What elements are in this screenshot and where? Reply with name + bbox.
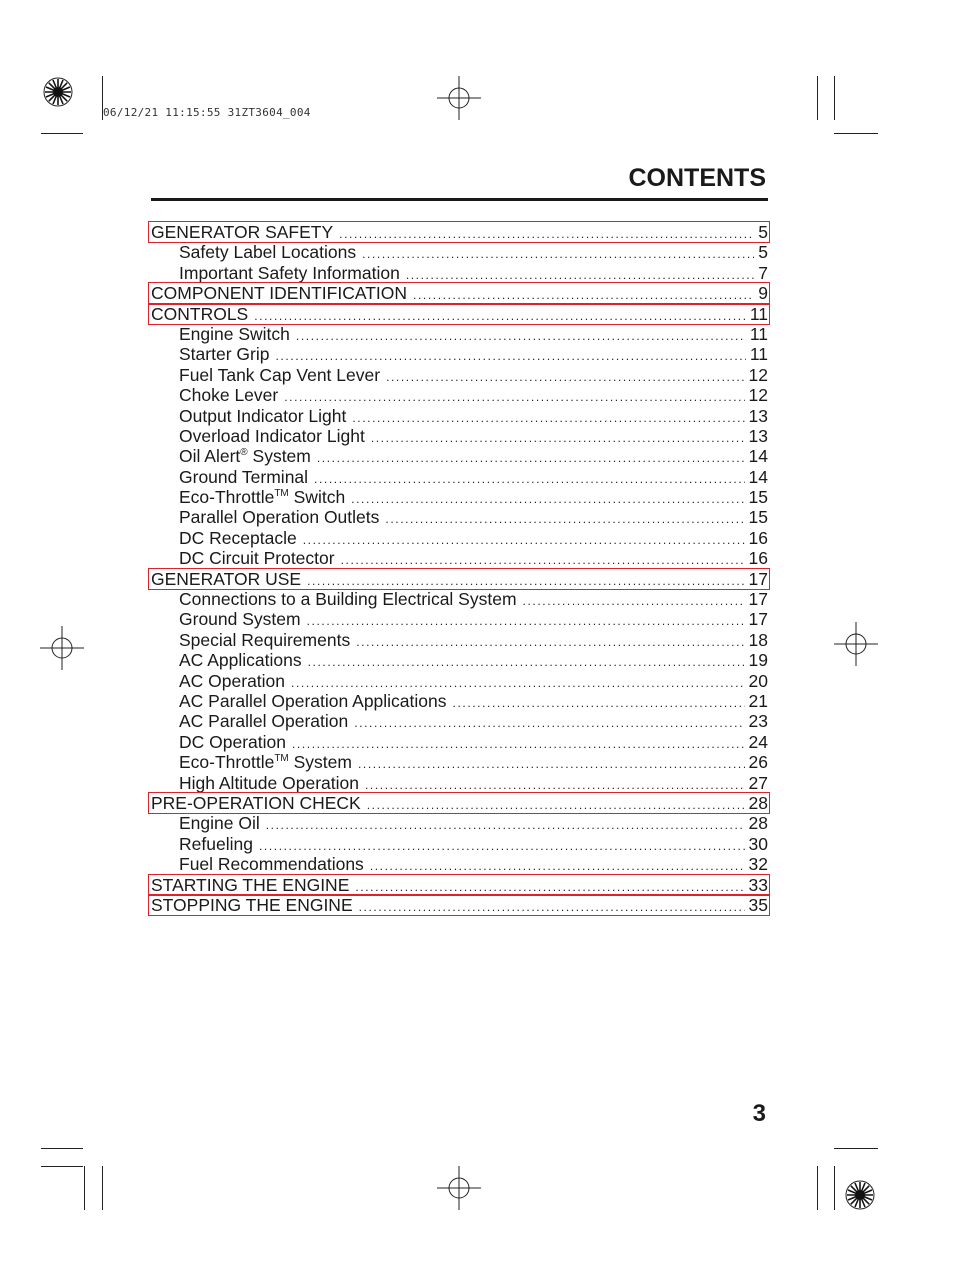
- toc-section-entry[interactable]: [151, 222, 768, 242]
- toc-entry-label: Parallel Operation Outlets: [179, 507, 380, 528]
- toc-entry-label: Eco-Throttle™ System: [179, 752, 352, 773]
- dot-leader: [351, 489, 744, 509]
- toc-page-number: 16: [748, 548, 768, 569]
- toc-subsection-entry[interactable]: [151, 426, 768, 446]
- dot-leader: [355, 877, 744, 897]
- toc-page-number: 17: [748, 589, 768, 610]
- toc-entry-label: Choke Lever: [179, 385, 279, 406]
- toc-subsection-entry[interactable]: [151, 344, 768, 364]
- dot-leader: [352, 408, 744, 428]
- toc-page-number: 11: [749, 323, 768, 344]
- dot-leader: [358, 754, 745, 774]
- toc-page-number: 18: [748, 629, 768, 650]
- toc-page-number: 16: [748, 527, 768, 548]
- toc-entry-label: Starter Grip: [179, 344, 270, 365]
- toc-subsection-entry[interactable]: [151, 630, 768, 650]
- toc-entry-label: GENERATOR SAFETY: [151, 222, 334, 242]
- toc-section-entry[interactable]: [151, 283, 768, 303]
- toc-subsection-entry[interactable]: [151, 752, 768, 772]
- dot-leader: [292, 734, 745, 754]
- registration-crosshair-icon: [437, 1166, 481, 1210]
- dot-leader: [259, 836, 745, 856]
- toc-entry-label: Safety Label Locations: [179, 242, 357, 263]
- toc-entry-label: Ground Terminal: [179, 466, 309, 487]
- toc-page-number: 13: [748, 405, 768, 426]
- toc-entry-label: GENERATOR USE: [151, 568, 302, 589]
- page-number: 3: [752, 1100, 766, 1127]
- toc-subsection-entry[interactable]: [151, 854, 768, 874]
- toc-entry-label: Ground System: [179, 609, 301, 630]
- toc-section-entry[interactable]: [151, 304, 768, 324]
- toc-subsection-entry[interactable]: [151, 467, 768, 487]
- dot-leader: [307, 571, 744, 591]
- toc-entry-label: Refueling: [179, 833, 253, 854]
- dot-leader: [356, 632, 744, 652]
- toc-entry-label: Eco-Throttle™ Switch: [179, 487, 346, 508]
- toc-page-number: 33: [748, 874, 768, 895]
- toc-page-number: 23: [748, 711, 768, 732]
- toc-page-number: 5: [758, 222, 768, 242]
- toc-entry-label: Special Requirements: [179, 629, 351, 650]
- toc-page-number: 17: [748, 609, 768, 630]
- dot-leader: [314, 469, 744, 489]
- toc-entry-label: High Altitude Operation: [179, 772, 359, 793]
- toc-subsection-entry[interactable]: [151, 385, 768, 405]
- toc-subsection-entry[interactable]: [151, 487, 768, 507]
- dot-leader: [523, 591, 745, 611]
- toc-entry-label: STARTING THE ENGINE: [151, 874, 350, 895]
- toc-page-number: 19: [748, 650, 768, 671]
- toc-entry-label: Engine Switch: [179, 323, 290, 344]
- toc-entry-label: Overload Indicator Light: [179, 425, 365, 446]
- toc-section-entry[interactable]: [151, 793, 768, 813]
- toc-page-number: 14: [748, 446, 768, 467]
- toc-entry-label: AC Operation: [179, 670, 286, 691]
- toc-subsection-entry[interactable]: [151, 548, 768, 568]
- toc-entry-label: Oil Alert® System: [179, 446, 311, 467]
- dot-leader: [354, 713, 744, 733]
- toc-entry-label: Engine Oil: [179, 813, 260, 834]
- toc-subsection-entry[interactable]: [151, 242, 768, 262]
- toc-page-number: 30: [748, 833, 768, 854]
- toc-section-entry[interactable]: [151, 875, 768, 895]
- dot-leader: [413, 285, 754, 305]
- toc-entry-label: CONTROLS: [151, 303, 249, 324]
- sunburst-target-icon: [43, 77, 73, 107]
- toc-entry-label: Connections to a Building Electrical System: [179, 589, 517, 610]
- title-underline: [151, 198, 768, 201]
- toc-entry-label: AC Parallel Operation Applications: [179, 690, 447, 711]
- dot-leader: [367, 795, 745, 815]
- toc-subsection-entry[interactable]: [151, 365, 768, 385]
- dot-leader: [275, 346, 745, 366]
- toc-subsection-entry[interactable]: [151, 650, 768, 670]
- toc-entry-label: COMPONENT IDENTIFICATION: [151, 283, 408, 304]
- dot-leader: [308, 652, 745, 672]
- dot-leader: [359, 897, 745, 917]
- dot-leader: [386, 367, 744, 387]
- dot-leader: [284, 387, 744, 407]
- toc-page-number: 27: [748, 772, 768, 793]
- toc-subsection-entry[interactable]: [151, 813, 768, 833]
- toc-entry-label: Fuel Tank Cap Vent Lever: [179, 364, 381, 385]
- toc-subsection-entry[interactable]: [151, 446, 768, 466]
- print-timestamp: 06/12/21 11:15:55 31ZT3604_004: [103, 106, 311, 119]
- toc-page-number: 28: [748, 813, 768, 834]
- toc-entry-label: STOPPING THE ENGINE: [151, 894, 353, 915]
- toc-section-entry[interactable]: [151, 569, 768, 589]
- toc-page-number: 11: [749, 303, 768, 324]
- registration-crosshair-icon: [437, 76, 481, 120]
- dot-leader: [341, 550, 745, 570]
- toc-page-number: 24: [748, 731, 768, 752]
- toc-subsection-entry[interactable]: [151, 507, 768, 527]
- toc-page-number: 20: [748, 670, 768, 691]
- toc-subsection-entry[interactable]: [151, 324, 768, 344]
- trademark-symbol: ®: [240, 447, 248, 459]
- toc-entry-label: DC Circuit Protector: [179, 548, 335, 569]
- trademark-symbol: TM: [274, 488, 289, 500]
- toc-page-number: 5: [758, 242, 768, 263]
- toc-page-number: 32: [748, 854, 768, 875]
- registration-crosshair-icon: [834, 622, 878, 666]
- dot-leader: [365, 775, 745, 795]
- toc-page-number: 28: [748, 792, 768, 813]
- toc-page-number: 7: [758, 262, 768, 283]
- table-of-contents: [151, 222, 768, 915]
- page-title: CONTENTS: [628, 164, 766, 192]
- registration-crosshair-icon: [40, 626, 84, 670]
- toc-subsection-entry[interactable]: [151, 671, 768, 691]
- toc-entry-label: DC Receptacle: [179, 527, 297, 548]
- toc-subsection-entry[interactable]: [151, 711, 768, 731]
- toc-subsection-entry[interactable]: [151, 263, 768, 283]
- toc-page-number: 12: [748, 364, 768, 385]
- toc-subsection-entry[interactable]: [151, 406, 768, 426]
- toc-subsection-entry[interactable]: [151, 589, 768, 609]
- toc-page-number: 11: [749, 344, 768, 365]
- toc-page-number: 13: [748, 425, 768, 446]
- dot-leader: [339, 224, 754, 244]
- trademark-symbol: TM: [274, 753, 289, 765]
- toc-subsection-entry[interactable]: [151, 528, 768, 548]
- toc-subsection-entry[interactable]: [151, 773, 768, 793]
- toc-subsection-entry[interactable]: [151, 732, 768, 752]
- dot-leader: [266, 815, 745, 835]
- toc-page-number: 21: [748, 690, 768, 711]
- toc-page-number: 26: [748, 752, 768, 773]
- toc-page-number: 9: [758, 283, 768, 304]
- toc-page-number: 17: [748, 568, 768, 589]
- dot-leader: [296, 326, 746, 346]
- dot-leader: [303, 530, 745, 550]
- dot-leader: [362, 244, 754, 264]
- toc-section-entry[interactable]: [151, 895, 768, 915]
- toc-entry-label: Fuel Recommendations: [179, 854, 364, 875]
- toc-page-number: 12: [748, 385, 768, 406]
- toc-page-number: 14: [748, 466, 768, 487]
- toc-entry-label: AC Parallel Operation: [179, 711, 349, 732]
- dot-leader: [317, 448, 745, 468]
- dot-leader: [385, 509, 744, 529]
- toc-subsection-entry[interactable]: [151, 834, 768, 854]
- dot-leader: [254, 306, 746, 326]
- toc-entry-label: Important Safety Information: [179, 262, 400, 283]
- toc-entry-label: Output Indicator Light: [179, 405, 347, 426]
- toc-page-number: 15: [748, 507, 768, 528]
- dot-leader: [291, 673, 745, 693]
- toc-entry-label: PRE-OPERATION CHECK: [151, 792, 361, 813]
- dot-leader: [453, 693, 745, 713]
- dot-leader: [371, 428, 745, 448]
- toc-entry-label: DC Operation: [179, 731, 286, 752]
- toc-page-number: 15: [748, 487, 768, 508]
- toc-subsection-entry[interactable]: [151, 609, 768, 629]
- toc-page-number: 35: [748, 894, 768, 915]
- dot-leader: [370, 856, 745, 876]
- toc-entry-label: AC Applications: [179, 650, 302, 671]
- toc-subsection-entry[interactable]: [151, 691, 768, 711]
- dot-leader: [406, 265, 754, 285]
- sunburst-target-icon: [845, 1180, 875, 1210]
- dot-leader: [307, 611, 745, 631]
